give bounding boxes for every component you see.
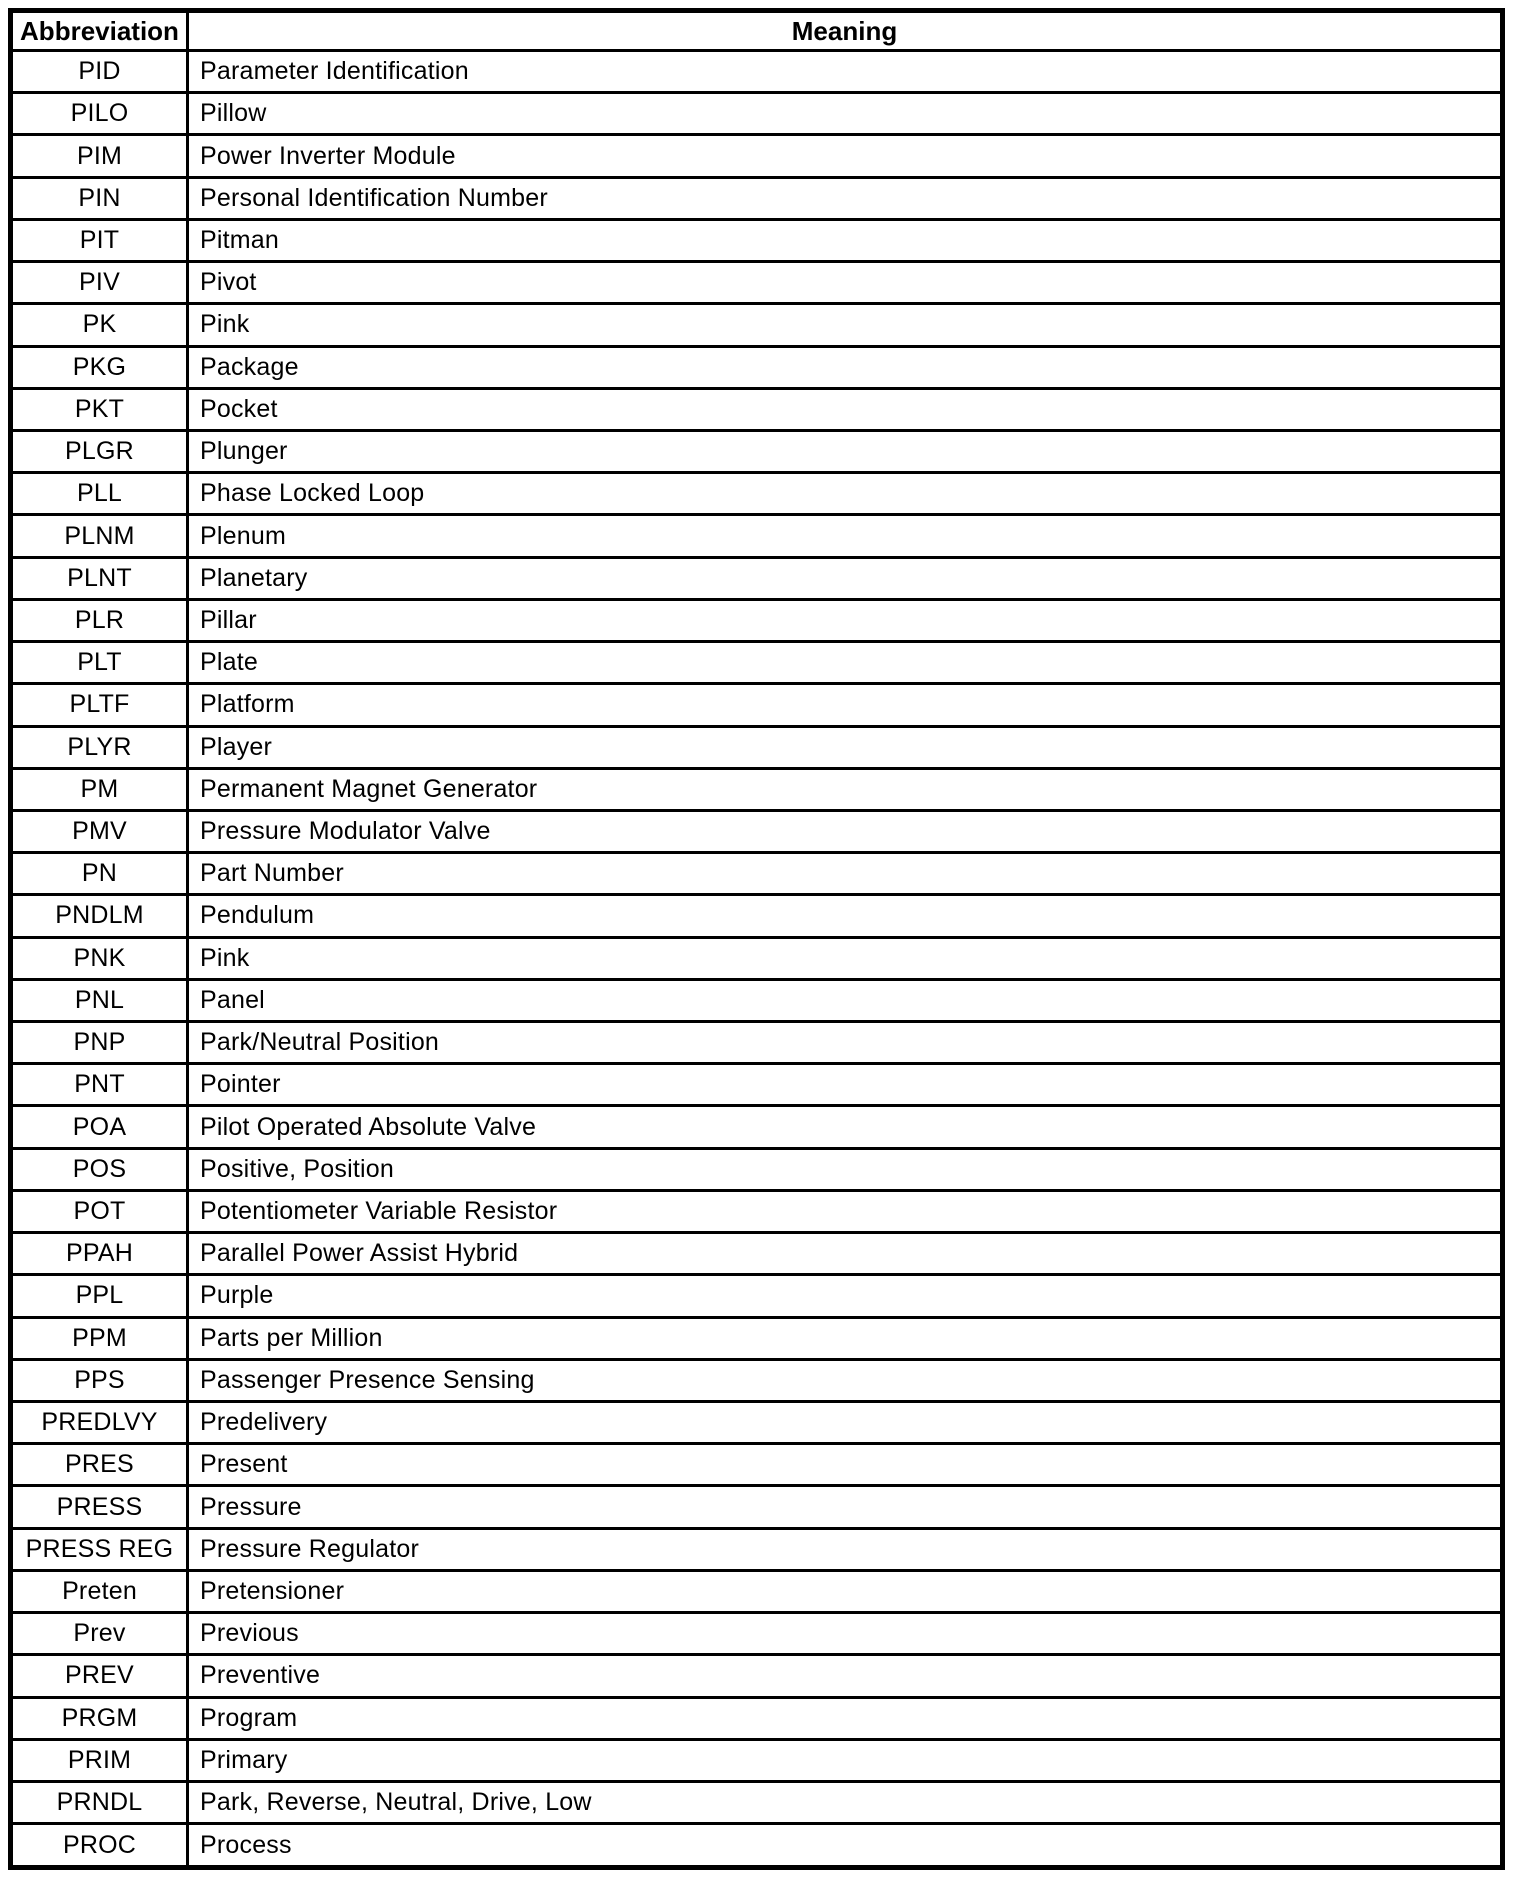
table-row	[11, 1022, 1503, 1064]
meaning-cell: Pink	[188, 304, 1503, 346]
abbreviation-cell: PIV	[11, 262, 188, 304]
meaning-cell: Phase Locked Loop	[188, 473, 1503, 515]
table-row	[11, 515, 1503, 557]
table-row	[11, 473, 1503, 515]
abbreviation-cell: PROC	[11, 1824, 188, 1868]
abbreviation-cell: PPAH	[11, 1233, 188, 1275]
meaning-cell: Park, Reverse, Neutral, Drive, Low	[188, 1781, 1503, 1823]
table-row	[11, 1402, 1503, 1444]
meaning-cell: Pressure	[188, 1486, 1503, 1528]
abbreviation-cell: PLL	[11, 473, 188, 515]
abbreviation-cell: PPS	[11, 1359, 188, 1401]
table-row	[11, 1359, 1503, 1401]
table-row	[11, 1148, 1503, 1190]
meaning-cell: Package	[188, 346, 1503, 388]
abbreviation-cell: POT	[11, 1190, 188, 1232]
abbreviation-cell: PKT	[11, 388, 188, 430]
meaning-cell: Platform	[188, 684, 1503, 726]
table-row	[11, 1486, 1503, 1528]
meaning-cell: Panel	[188, 979, 1503, 1021]
table-row	[11, 1824, 1503, 1868]
abbreviation-cell: PIT	[11, 219, 188, 261]
table-row	[11, 1064, 1503, 1106]
table-row	[11, 937, 1503, 979]
meaning-cell: Power Inverter Module	[188, 135, 1503, 177]
meaning-cell: Parameter Identification	[188, 51, 1503, 93]
abbreviation-cell: PIN	[11, 177, 188, 219]
table-row	[11, 1106, 1503, 1148]
table-row	[11, 177, 1503, 219]
meaning-cell: Parts per Million	[188, 1317, 1503, 1359]
abbreviation-cell: PLGR	[11, 430, 188, 472]
meaning-cell: Plenum	[188, 515, 1503, 557]
abbreviation-cell: PREV	[11, 1655, 188, 1697]
abbreviation-cell: PN	[11, 853, 188, 895]
abbreviation-table	[8, 8, 1505, 1870]
table-row	[11, 1781, 1503, 1823]
abbreviation-cell: PNK	[11, 937, 188, 979]
meaning-cell: Plunger	[188, 430, 1503, 472]
table-row	[11, 1317, 1503, 1359]
abbreviation-cell: PRNDL	[11, 1781, 188, 1823]
abbreviation-cell: PNT	[11, 1064, 188, 1106]
table-row	[11, 895, 1503, 937]
abbreviation-cell: PLYR	[11, 726, 188, 768]
document-page	[8, 8, 1505, 1870]
abbreviation-cell: POS	[11, 1148, 188, 1190]
table-header-row	[11, 11, 1503, 51]
meaning-cell: Pilot Operated Absolute Valve	[188, 1106, 1503, 1148]
table-row	[11, 853, 1503, 895]
abbreviation-cell: PNP	[11, 1022, 188, 1064]
abbreviation-cell: Prev	[11, 1613, 188, 1655]
meaning-cell: Part Number	[188, 853, 1503, 895]
table-row	[11, 93, 1503, 135]
abbreviation-cell: PILO	[11, 93, 188, 135]
meaning-cell: Player	[188, 726, 1503, 768]
meaning-cell: Personal Identification Number	[188, 177, 1503, 219]
table-row	[11, 1655, 1503, 1697]
table-body	[11, 51, 1503, 1868]
meaning-cell: Pillar	[188, 599, 1503, 641]
abbreviation-cell: PIM	[11, 135, 188, 177]
meaning-cell: Pressure Regulator	[188, 1528, 1503, 1570]
meaning-cell: Pink	[188, 937, 1503, 979]
table-row	[11, 1739, 1503, 1781]
table-row	[11, 726, 1503, 768]
abbreviation-cell: PRGM	[11, 1697, 188, 1739]
table-row	[11, 1697, 1503, 1739]
table-row	[11, 1275, 1503, 1317]
table-row	[11, 810, 1503, 852]
abbreviation-cell: PLR	[11, 599, 188, 641]
meaning-cell: Passenger Presence Sensing	[188, 1359, 1503, 1401]
meaning-cell: Pendulum	[188, 895, 1503, 937]
table-row	[11, 642, 1503, 684]
abbreviation-cell: PREDLVY	[11, 1402, 188, 1444]
table-row	[11, 599, 1503, 641]
meaning-cell: Pocket	[188, 388, 1503, 430]
abbreviation-cell: PK	[11, 304, 188, 346]
meaning-cell: Process	[188, 1824, 1503, 1868]
abbreviation-cell: PLTF	[11, 684, 188, 726]
meaning-cell: Pitman	[188, 219, 1503, 261]
column-header-meaning: Meaning	[188, 11, 1503, 51]
meaning-cell: Pillow	[188, 93, 1503, 135]
table-row	[11, 430, 1503, 472]
table-row	[11, 51, 1503, 93]
meaning-cell: Planetary	[188, 557, 1503, 599]
meaning-cell: Potentiometer Variable Resistor	[188, 1190, 1503, 1232]
table-row	[11, 135, 1503, 177]
abbreviation-cell: PRESS REG	[11, 1528, 188, 1570]
table-row	[11, 388, 1503, 430]
table-row	[11, 1613, 1503, 1655]
table-row	[11, 1190, 1503, 1232]
table-row	[11, 557, 1503, 599]
abbreviation-cell: PKG	[11, 346, 188, 388]
meaning-cell: Pretensioner	[188, 1570, 1503, 1612]
abbreviation-cell: PLT	[11, 642, 188, 684]
meaning-cell: Program	[188, 1697, 1503, 1739]
abbreviation-cell: Preten	[11, 1570, 188, 1612]
abbreviation-cell: PRES	[11, 1444, 188, 1486]
meaning-cell: Previous	[188, 1613, 1503, 1655]
meaning-cell: Park/Neutral Position	[188, 1022, 1503, 1064]
meaning-cell: Pressure Modulator Valve	[188, 810, 1503, 852]
table-row	[11, 219, 1503, 261]
abbreviation-cell: PRESS	[11, 1486, 188, 1528]
abbreviation-cell: PLNT	[11, 557, 188, 599]
table-row	[11, 1570, 1503, 1612]
abbreviation-cell: PRIM	[11, 1739, 188, 1781]
abbreviation-cell: PNDLM	[11, 895, 188, 937]
abbreviation-cell: POA	[11, 1106, 188, 1148]
table-row	[11, 1444, 1503, 1486]
meaning-cell: Pivot	[188, 262, 1503, 304]
meaning-cell: Present	[188, 1444, 1503, 1486]
abbreviation-cell: PNL	[11, 979, 188, 1021]
abbreviation-cell: PPM	[11, 1317, 188, 1359]
table-row	[11, 768, 1503, 810]
table-row	[11, 304, 1503, 346]
meaning-cell: Purple	[188, 1275, 1503, 1317]
table-row	[11, 979, 1503, 1021]
table-row	[11, 684, 1503, 726]
abbreviation-cell: PM	[11, 768, 188, 810]
meaning-cell: Parallel Power Assist Hybrid	[188, 1233, 1503, 1275]
meaning-cell: Preventive	[188, 1655, 1503, 1697]
meaning-cell: Positive, Position	[188, 1148, 1503, 1190]
abbreviation-cell: PMV	[11, 810, 188, 852]
table-row	[11, 346, 1503, 388]
meaning-cell: Permanent Magnet Generator	[188, 768, 1503, 810]
abbreviation-cell: PPL	[11, 1275, 188, 1317]
table-row	[11, 1233, 1503, 1275]
abbreviation-cell: PID	[11, 51, 188, 93]
meaning-cell: Plate	[188, 642, 1503, 684]
table-row	[11, 262, 1503, 304]
meaning-cell: Pointer	[188, 1064, 1503, 1106]
meaning-cell: Primary	[188, 1739, 1503, 1781]
abbreviation-cell: PLNM	[11, 515, 188, 557]
meaning-cell: Predelivery	[188, 1402, 1503, 1444]
table-row	[11, 1528, 1503, 1570]
column-header-abbreviation: Abbreviation	[11, 11, 188, 51]
